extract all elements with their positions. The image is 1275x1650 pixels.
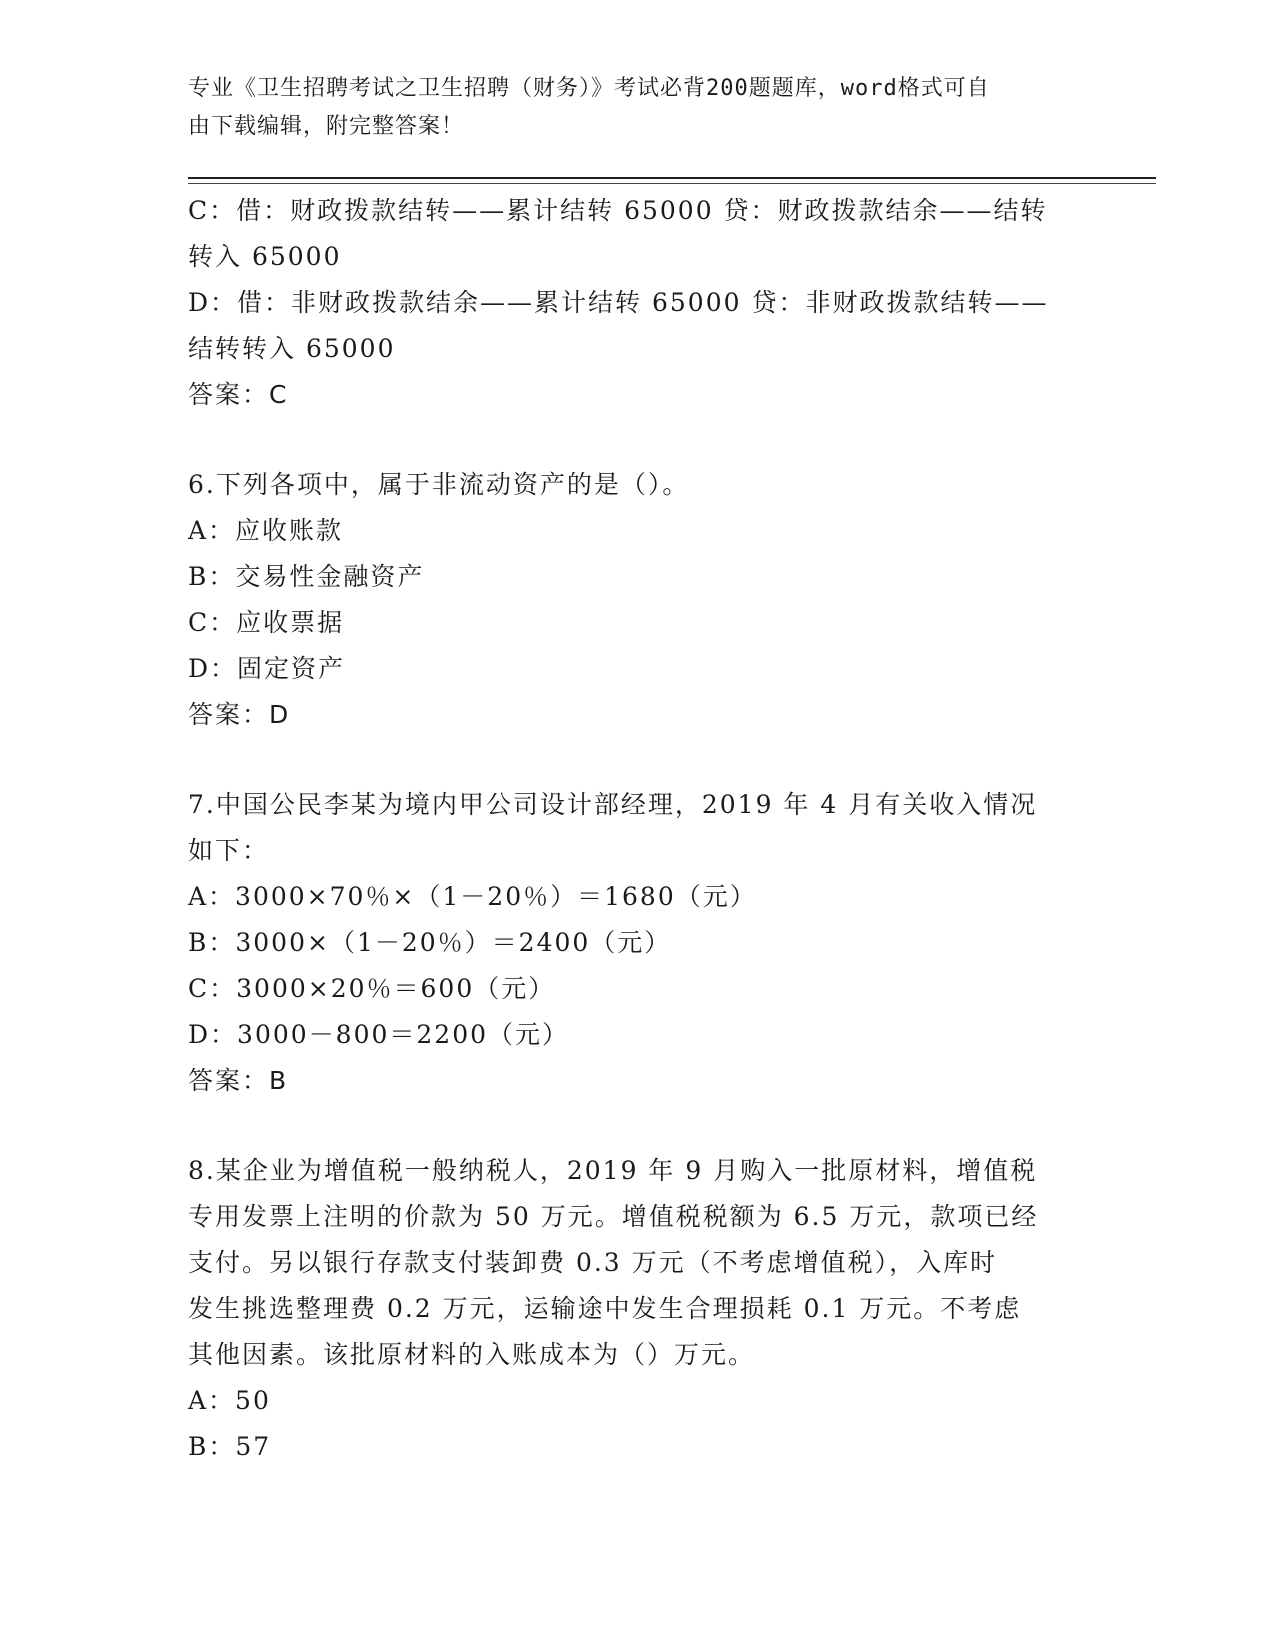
question-7	[188, 782, 1088, 1104]
option-d: D：3000－800＝2200（元）	[188, 1020, 570, 1049]
question-stem-line-1: 7.中国公民李某为境内甲公司设计部经理，2019 年 4 月有关收入情况	[188, 790, 1038, 819]
option-c: C：3000×20％＝600（元）	[188, 974, 556, 1003]
option-c: C：应收票据	[188, 608, 345, 637]
option-a: A：50	[188, 1386, 271, 1415]
answer: 答案：B	[188, 1066, 289, 1095]
option-d: D：固定资产	[188, 654, 346, 683]
option-b: B：交易性金融资产	[188, 562, 425, 591]
question-stem-line-1: 8.某企业为增值税一般纳税人，2019 年 9 月购入一批原材料，增值税	[188, 1156, 1038, 1185]
answer: 答案：D	[188, 700, 291, 729]
question-5-continued	[188, 188, 1088, 418]
question-stem-line-2: 如下：	[188, 836, 270, 865]
answer: 答案：C	[188, 380, 289, 409]
question-8	[188, 1148, 1088, 1470]
header-line-1: 专业《卫生招聘考试之卫生招聘（财务）》考试必背200题题库，word格式可自	[188, 76, 990, 101]
question-stem-line-5: 其他因素。该批原材料的入账成本为（）万元。	[188, 1340, 756, 1369]
spacer	[188, 1104, 1088, 1148]
option-c-line-1: C：借：财政拨款结转——累计结转 65000 贷：财政拨款结余——结转	[188, 196, 1048, 225]
question-stem-line-4: 发生挑选整理费 0.2 万元，运输途中发生合理损耗 0.1 万元。不考虑	[188, 1294, 1022, 1323]
document-body	[188, 188, 1088, 1470]
header-rule-thin	[188, 183, 1156, 184]
header-line-2: 由下载编辑，附完整答案！	[188, 114, 465, 139]
option-b: B：3000×（1－20％）＝2400（元）	[188, 928, 672, 957]
question-stem-line-3: 支付。另以银行存款支付装卸费 0.3 万元（不考虑增值税），入库时	[188, 1248, 998, 1277]
option-a: A：3000×70％×（1－20％）＝1680（元）	[188, 882, 757, 911]
option-d-line-2: 结转转入 65000	[188, 334, 396, 363]
spacer	[188, 738, 1088, 782]
option-c-line-2: 转入 65000	[188, 242, 342, 271]
header-rule-thick	[188, 177, 1156, 179]
document-header	[188, 70, 1068, 146]
option-a: A：应收账款	[188, 516, 344, 545]
option-b: B：57	[188, 1432, 272, 1461]
question-stem: 6.下列各项中，属于非流动资产的是（）。	[188, 470, 690, 499]
question-6	[188, 462, 1088, 738]
option-d-line-1: D：借：非财政拨款结余——累计结转 65000 贷：非财政拨款结转——	[188, 288, 1049, 317]
spacer	[188, 418, 1088, 462]
question-stem-line-2: 专用发票上注明的价款为 50 万元。增值税税额为 6.5 万元，款项已经	[188, 1202, 1039, 1231]
